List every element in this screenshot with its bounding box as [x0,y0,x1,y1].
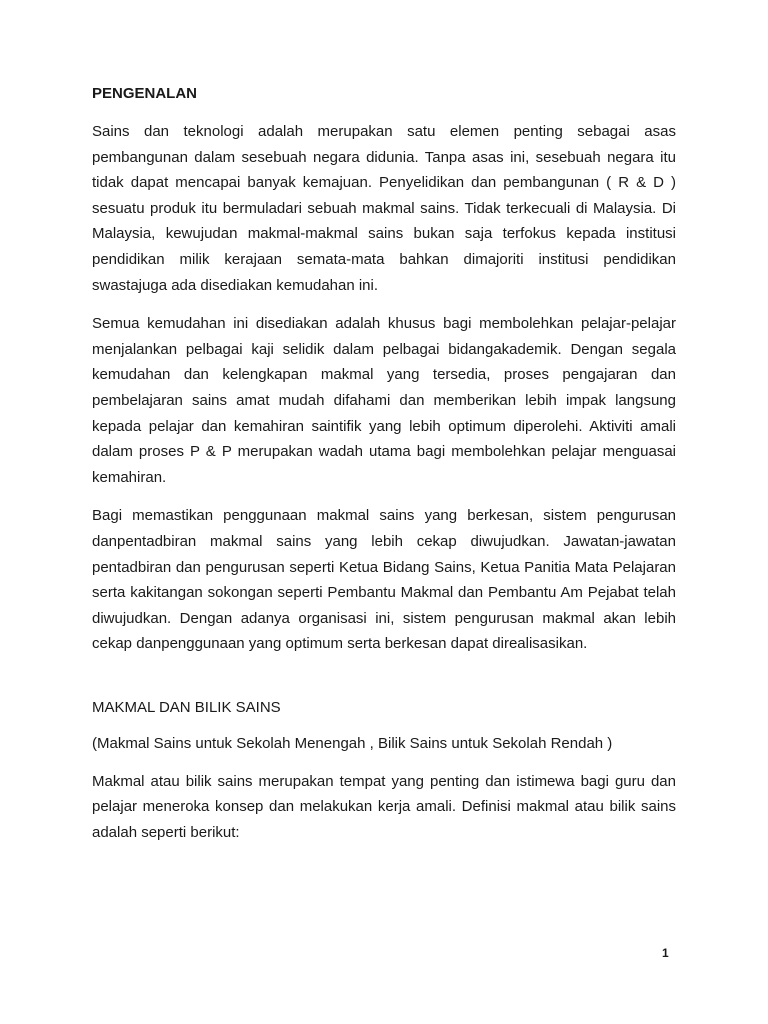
paragraph-1: Sains dan teknologi adalah merupakan satu elemen penting sebagai asas pembangunan dalam sesebuah negara didunia. Tanpa asas ini, sesebuah negara itu tidak dapat mencapai banyak kemajuan. Penyelidikan dan pembangunan ( R & D ) sesuatu produk itu bermuladari sebuah makmal sains. Tidak terkecuali di Malaysia. Di Malaysia, kewujudan makmal-makmal sains bukan saja terfokus kepada institusi pendidikan milik kerajaan semata-mata bahkan dimajoriti institusi pendidikan swastajuga ada disediakan kemudahan ini. [92,123,676,294]
section-title-makmal: MAKMAL DAN BILIK SAINS [92,698,281,716]
document-page [92,84,676,859]
paragraph-4: Makmal atau bilik sains merupakan tempat yang penting dan istimewa bagi guru dan pelajar meneroka konsep dan melakukan kerja amali. Definisi makmal atau bilik sains adalah seperti berikut: [92,772,676,842]
section-title-pengenalan: PENGENALAN [92,85,198,102]
paragraph-3: Bagi memastikan penggunaan makmal sains yang berkesan, sistem pengurusan danpentadbiran makmal sains yang lebih cekap diwujudkan. Jawatan-jawatan pentadbiran dan pengurusan seperti Ketua Bidang Sains, Ketua Panitia Mata Pelajaran serta kakitangan sokongan seperti Pembantu Makmal dan Pembantu Am Pejabat telah diwujudkan. Dengan adanya organisasi ini, sistem pengurusan makmal akan lebih cekap danpenggunaan yang optimum serta berkesan dapat direalisasikan. [92,507,676,653]
section-subtitle: (Makmal Sains untuk Sekolah Menengah , Bilik Sains untuk Sekolah Rendah ) [92,734,613,752]
section-spacer [92,670,676,698]
page-number: 1 [662,946,669,960]
paragraph-2: Semua kemudahan ini disediakan adalah khusus bagi membolehkan pelajar-pelajar menjalankan pelbagai kaji selidik dalam pelbagai bidangakademik. Dengan segala kemudahan dan kelengkapan makmal yang tersedia, proses pengajaran dan pembelajaran sains amat mudah difahami dan memberikan lebih impak langsung kepada pelajar dan kemahiran saintifik yang lebih optimum diperolehi. Aktiviti amali dalam proses P & P merupakan wadah utama bagi membolehkan pelajar menguasai kemahiran. [92,315,676,486]
